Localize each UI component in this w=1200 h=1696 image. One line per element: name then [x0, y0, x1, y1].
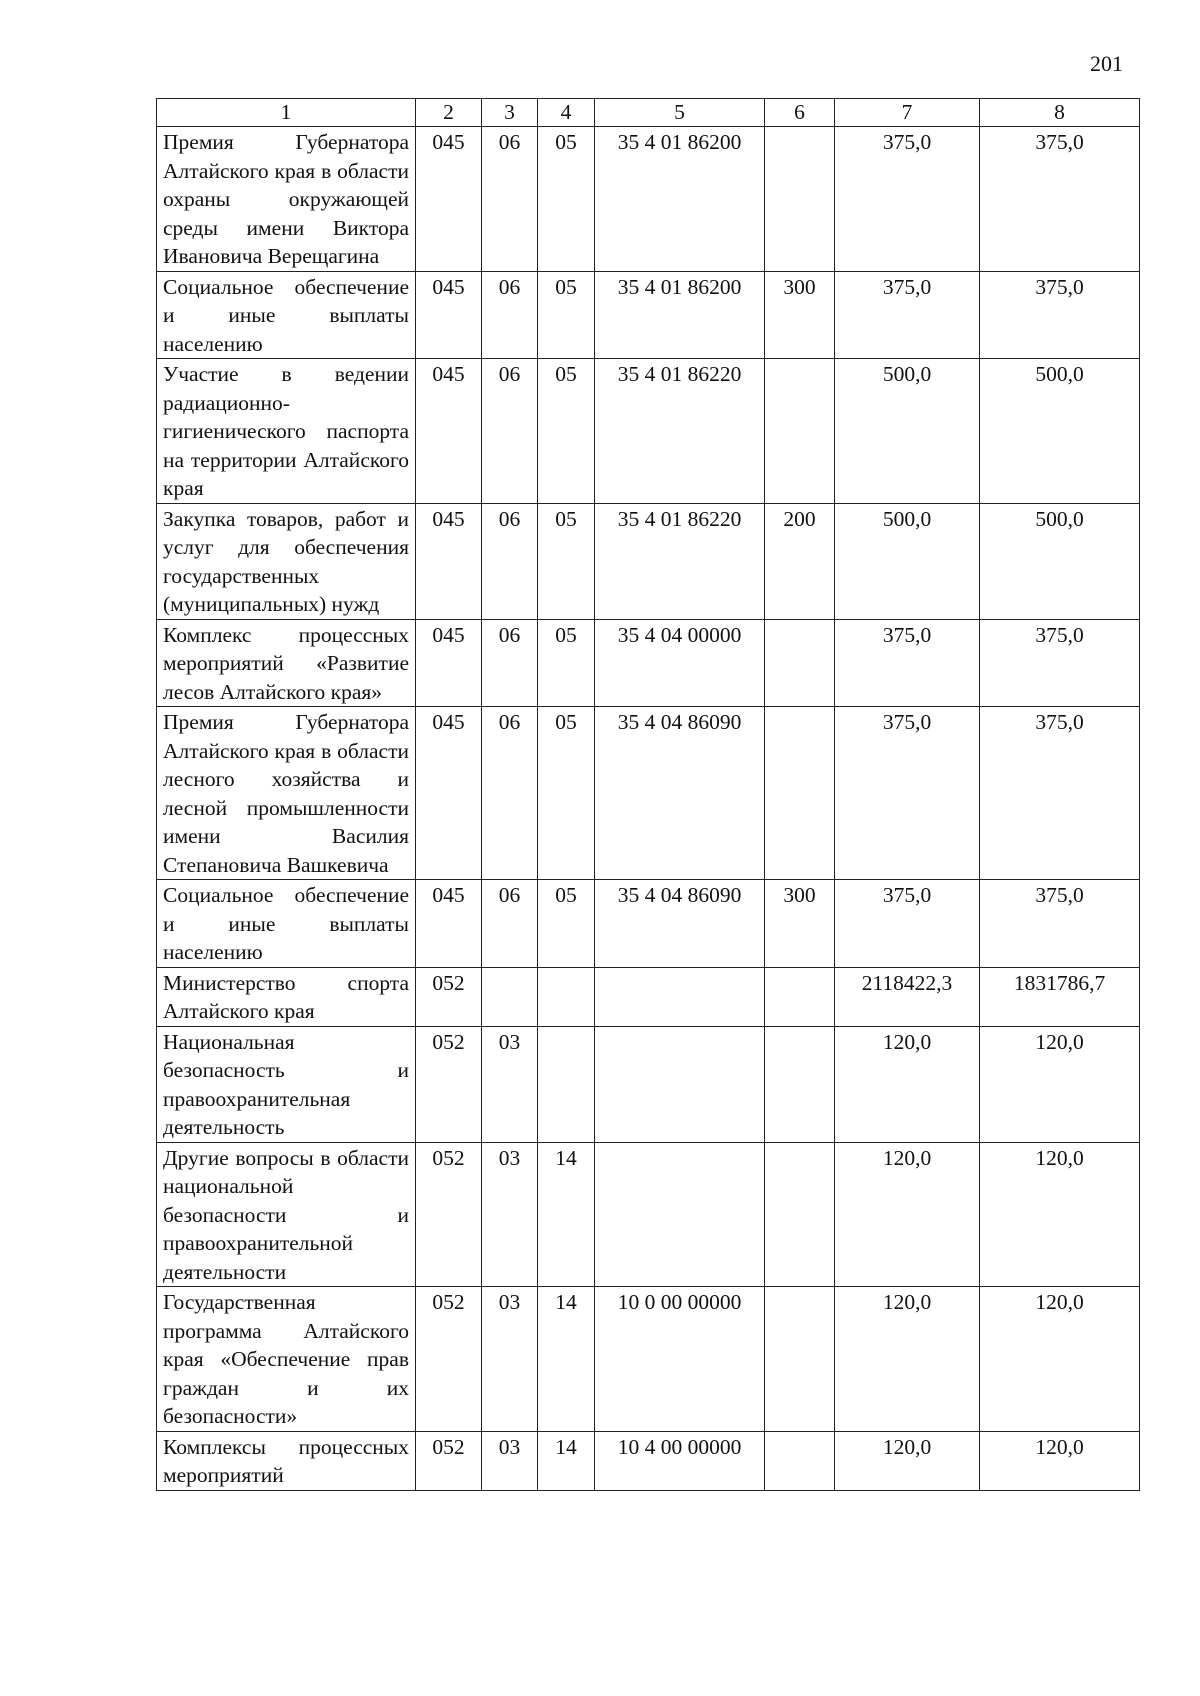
item-name: Закупка товаров, работ и услуг для обеспечения государственных (муниципальных) нужд [157, 503, 416, 619]
expense-type-code [765, 1026, 835, 1142]
expense-type-code [765, 1431, 835, 1490]
target-code: 35 4 04 00000 [595, 619, 765, 707]
column-header: 7 [835, 99, 980, 127]
amount-col8: 375,0 [980, 880, 1140, 968]
amount-col7: 120,0 [835, 1142, 980, 1287]
subsection-code: 05 [538, 127, 595, 272]
table-row [157, 1431, 1140, 1490]
amount-col7: 2118422,3 [835, 967, 980, 1026]
item-name: Комплексы процессных мероприятий [157, 1431, 416, 1490]
amount-col8: 120,0 [980, 1142, 1140, 1287]
ministry-code: 045 [416, 619, 482, 707]
subsection-code [538, 1026, 595, 1142]
amount-col8: 500,0 [980, 503, 1140, 619]
target-code [595, 1142, 765, 1287]
item-name: Премия Губернатора Алтайского края в области охраны окружающей среды имени Виктора Ивановича Верещагина [157, 127, 416, 272]
subsection-code: 05 [538, 503, 595, 619]
amount-col8: 120,0 [980, 1026, 1140, 1142]
amount-col8: 375,0 [980, 619, 1140, 707]
expense-type-code: 300 [765, 271, 835, 359]
ministry-code: 052 [416, 1026, 482, 1142]
expense-type-code [765, 619, 835, 707]
ministry-code: 052 [416, 1142, 482, 1287]
ministry-code: 052 [416, 967, 482, 1026]
expense-type-code [765, 359, 835, 504]
section-code: 06 [482, 503, 538, 619]
column-header: 3 [482, 99, 538, 127]
subsection-code: 05 [538, 880, 595, 968]
target-code: 35 4 01 86220 [595, 359, 765, 504]
section-code: 03 [482, 1287, 538, 1432]
amount-col7: 120,0 [835, 1026, 980, 1142]
item-name: Национальная безопасность и правоохранительная деятельность [157, 1026, 416, 1142]
expense-type-code: 300 [765, 880, 835, 968]
header-row [157, 99, 1140, 127]
section-code: 06 [482, 271, 538, 359]
amount-col8: 500,0 [980, 359, 1140, 504]
target-code: 35 4 01 86220 [595, 503, 765, 619]
table-row [157, 1142, 1140, 1287]
table-row [157, 707, 1140, 880]
column-header: 8 [980, 99, 1140, 127]
subsection-code: 14 [538, 1431, 595, 1490]
subsection-code [538, 967, 595, 1026]
section-code: 06 [482, 880, 538, 968]
target-code: 35 4 04 86090 [595, 707, 765, 880]
section-code [482, 967, 538, 1026]
subsection-code: 05 [538, 271, 595, 359]
ministry-code: 045 [416, 359, 482, 504]
table-row [157, 503, 1140, 619]
amount-col7: 120,0 [835, 1431, 980, 1490]
column-header: 1 [157, 99, 416, 127]
item-name: Другие вопросы в области национальной безопасности и правоохранительной деятельности [157, 1142, 416, 1287]
amount-col8: 1831786,7 [980, 967, 1140, 1026]
item-name: Премия Губернатора Алтайского края в области лесного хозяйства и лесной промышленности имени Василия Степановича Вашкевича [157, 707, 416, 880]
target-code: 35 4 04 86090 [595, 880, 765, 968]
item-name: Участие в ведении радиационно-гигиенического паспорта на территории Алтайского края [157, 359, 416, 504]
ministry-code: 045 [416, 127, 482, 272]
column-header: 6 [765, 99, 835, 127]
item-name: Социальное обеспечение и иные выплаты населению [157, 271, 416, 359]
subsection-code: 14 [538, 1287, 595, 1432]
ministry-code: 045 [416, 271, 482, 359]
target-code [595, 1026, 765, 1142]
expense-type-code [765, 707, 835, 880]
table-row [157, 619, 1140, 707]
expense-type-code [765, 127, 835, 272]
amount-col7: 375,0 [835, 619, 980, 707]
subsection-code: 05 [538, 707, 595, 880]
amount-col7: 500,0 [835, 503, 980, 619]
amount-col7: 375,0 [835, 707, 980, 880]
subsection-code: 14 [538, 1142, 595, 1287]
ministry-code: 045 [416, 880, 482, 968]
target-code: 35 4 01 86200 [595, 127, 765, 272]
section-code: 03 [482, 1026, 538, 1142]
section-code: 06 [482, 619, 538, 707]
expense-type-code [765, 1142, 835, 1287]
item-name: Социальное обеспечение и иные выплаты населению [157, 880, 416, 968]
table-row [157, 967, 1140, 1026]
budget-table [156, 98, 1140, 1491]
amount-col8: 120,0 [980, 1287, 1140, 1432]
target-code: 10 0 00 00000 [595, 1287, 765, 1432]
table-row [157, 359, 1140, 504]
amount-col7: 375,0 [835, 880, 980, 968]
expense-type-code [765, 967, 835, 1026]
section-code: 03 [482, 1142, 538, 1287]
table-row [157, 880, 1140, 968]
item-name: Комплекс процессных мероприятий «Развитие лесов Алтайского края» [157, 619, 416, 707]
table-row [157, 127, 1140, 272]
column-header: 2 [416, 99, 482, 127]
ministry-code: 045 [416, 707, 482, 880]
ministry-code: 052 [416, 1287, 482, 1432]
table-row [157, 1287, 1140, 1432]
amount-col7: 500,0 [835, 359, 980, 504]
section-code: 06 [482, 707, 538, 880]
target-code [595, 967, 765, 1026]
page-number: 201 [1090, 51, 1123, 76]
column-header: 5 [595, 99, 765, 127]
amount-col8: 375,0 [980, 271, 1140, 359]
subsection-code: 05 [538, 619, 595, 707]
section-code: 06 [482, 127, 538, 272]
column-header: 4 [538, 99, 595, 127]
amount-col7: 375,0 [835, 127, 980, 272]
table-row [157, 271, 1140, 359]
section-code: 06 [482, 359, 538, 504]
amount-col8: 375,0 [980, 127, 1140, 272]
target-code: 35 4 01 86200 [595, 271, 765, 359]
item-name: Государственная программа Алтайского края «Обеспечение прав граждан и их безопасности» [157, 1287, 416, 1432]
table-row [157, 1026, 1140, 1142]
section-code: 03 [482, 1431, 538, 1490]
expense-type-code [765, 1287, 835, 1432]
amount-col7: 375,0 [835, 271, 980, 359]
ministry-code: 045 [416, 503, 482, 619]
amount-col7: 120,0 [835, 1287, 980, 1432]
target-code: 10 4 00 00000 [595, 1431, 765, 1490]
subsection-code: 05 [538, 359, 595, 504]
expense-type-code: 200 [765, 503, 835, 619]
ministry-code: 052 [416, 1431, 482, 1490]
amount-col8: 120,0 [980, 1431, 1140, 1490]
amount-col8: 375,0 [980, 707, 1140, 880]
item-name: Министерство спорта Алтайского края [157, 967, 416, 1026]
